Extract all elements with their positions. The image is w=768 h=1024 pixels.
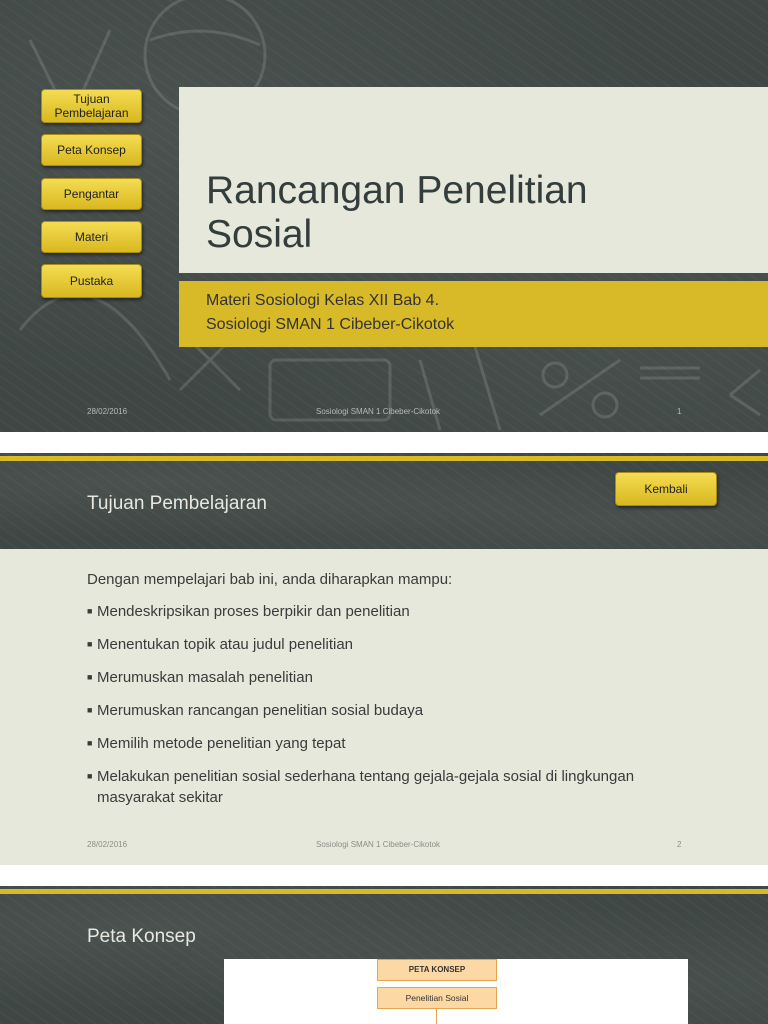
bullet-square-icon: ■ xyxy=(87,606,93,616)
concept-map xyxy=(224,959,688,1024)
list-item-text: Menentukan topik atau judul penelitian xyxy=(97,636,354,653)
subtitle-band xyxy=(179,281,768,347)
list-item-text: Melakukan penelitian sosial sederhana tentang gejala-gejala sosial di lingkungan masyarakat sekitar xyxy=(97,768,635,806)
slide-title: Peta Konsep xyxy=(87,926,196,947)
list-item xyxy=(87,667,687,688)
footer-center: Sosiologi SMAN 1 Cibeber-Cikotok xyxy=(316,407,441,416)
footer-date: 28/02/2016 xyxy=(87,840,128,849)
nav-button-pengantar[interactable]: Pengantar xyxy=(41,178,142,210)
title-line-1: Rancangan Penelitian xyxy=(206,169,588,212)
subtitle xyxy=(206,289,454,337)
header-accent-bar xyxy=(0,456,768,461)
subtitle-line-2: Sosiologi SMAN 1 Cibeber-Cikotok xyxy=(206,316,455,333)
nav-button-pustaka[interactable]: Pustaka xyxy=(41,264,142,298)
title-line-2: Sosial xyxy=(206,213,313,256)
list-item-text: Memilih metode penelitian yang tepat xyxy=(97,735,346,752)
concept-box-penelitian-sosial: Penelitian Sosial xyxy=(377,987,497,1009)
slide-1 xyxy=(0,0,768,432)
subtitle-line-1: Materi Sosiologi Kelas XII Bab 4. xyxy=(206,292,440,309)
slide-2 xyxy=(0,453,768,865)
bullet-square-icon: ■ xyxy=(87,771,93,781)
back-button[interactable]: Kembali xyxy=(615,472,717,506)
bullet-square-icon: ■ xyxy=(87,639,93,649)
list-item-text: Mendeskripsikan proses berpikir dan penelitian xyxy=(97,603,410,620)
concept-box-peta-konsep: PETA KONSEP xyxy=(377,959,497,981)
list-item xyxy=(87,634,687,655)
header-accent-bar xyxy=(0,889,768,894)
list-item-text: Merumuskan masalah penelitian xyxy=(97,669,313,686)
list-item-text: Merumuskan rancangan penelitian sosial budaya xyxy=(97,702,424,719)
slide-2-content xyxy=(87,569,687,822)
bullet-square-icon: ■ xyxy=(87,738,93,748)
bullet-square-icon: ■ xyxy=(87,705,93,715)
slide-title: Tujuan Pembelajaran xyxy=(87,493,267,514)
footer-page-number: 1 xyxy=(677,407,682,416)
list-item xyxy=(87,700,687,721)
title-panel xyxy=(179,87,768,273)
nav-button-peta-konsep[interactable]: Peta Konsep xyxy=(41,134,142,166)
list-item xyxy=(87,601,687,622)
intro-text: Dengan mempelajari bab ini, anda diharapkan mampu: xyxy=(87,571,453,588)
concept-connector xyxy=(436,1009,437,1024)
nav-button-tujuan-pembelajaran[interactable]: Tujuan Pembelajaran xyxy=(41,89,142,123)
presentation-title xyxy=(206,169,588,257)
slide-3 xyxy=(0,886,768,1024)
nav-button-materi[interactable]: Materi xyxy=(41,221,142,253)
bullet-square-icon: ■ xyxy=(87,672,93,682)
footer-center: Sosiologi SMAN 1 Cibeber-Cikotok xyxy=(316,840,441,849)
list-item xyxy=(87,733,687,754)
list-item xyxy=(87,766,687,808)
footer-page-number: 2 xyxy=(677,840,682,849)
slide-2-header xyxy=(0,453,768,549)
footer-date: 28/02/2016 xyxy=(87,407,128,416)
